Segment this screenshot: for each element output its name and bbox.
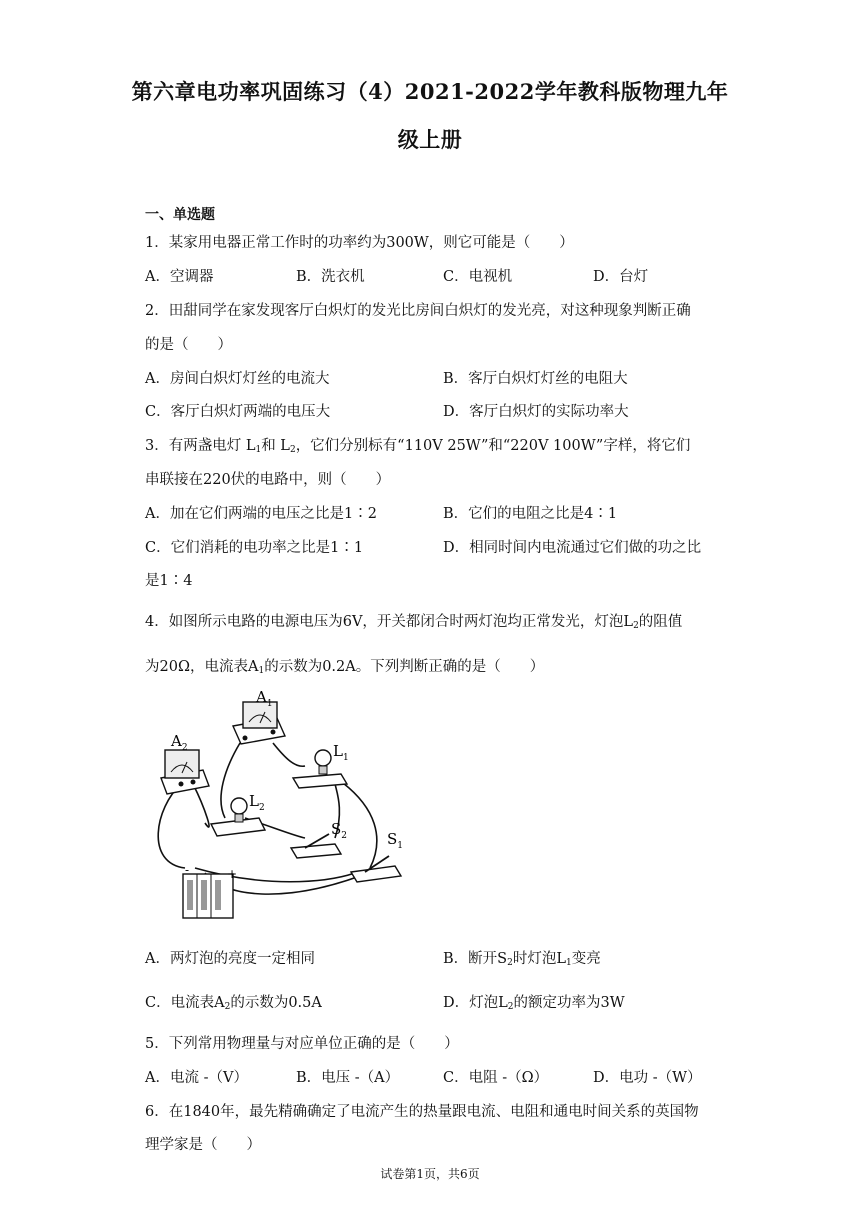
q4b-text-3: 变亮 <box>571 951 601 967</box>
q4-option-d <box>443 991 625 1012</box>
battery <box>183 874 233 918</box>
q4-symbol-l: L <box>623 614 634 630</box>
battery-plus-sign: + <box>227 867 238 881</box>
q2-option-a: A．房间白炽灯灯丝的电流大 <box>145 371 330 387</box>
q4-text-b: 的阻值 <box>638 614 683 630</box>
q2-option-c: C．客厅白炽灯两端的电压大 <box>145 404 331 420</box>
battery-minus-sign: - <box>185 863 190 877</box>
q2-stem-line-1: 2．田甜同学在家发现客厅白炽灯的发光比房间白炽灯的发光亮，对这种现象判断正确 <box>145 303 691 319</box>
q2-option-b: B．客厅白炽灯灯丝的电阻大 <box>443 371 628 387</box>
document-title-line-2: 级上册 <box>397 127 463 152</box>
q4c-text-2: 的示数为0.5A <box>230 995 322 1011</box>
ammeter-a2 <box>161 750 209 794</box>
q3-option-d-cont: 是1∶4 <box>145 573 193 589</box>
label-a1: $A_1$ <box>256 688 273 709</box>
q4d-symbol-l: L <box>498 995 508 1011</box>
q3-stem-line-1 <box>145 434 690 455</box>
switch-s1 <box>351 856 401 882</box>
q4-option-a: A．两灯泡的亮度一定相同 <box>145 951 315 967</box>
q4c-text-1: C．电流表 <box>145 995 215 1011</box>
label-a2: $A_2$ <box>171 732 188 753</box>
q3-sub-2: 2 <box>289 445 296 455</box>
q4b-symbol-s: S <box>497 951 508 967</box>
q3-sub-1: 1 <box>255 445 262 455</box>
q4-stem-line-1 <box>145 610 682 631</box>
q4-sub-l: 2 <box>633 621 639 631</box>
q3-option-c: C．它们消耗的电功率之比是1∶1 <box>145 540 364 556</box>
q1-option-a: A．空调器 <box>145 269 214 285</box>
q5-option-a: A．电流 -（V） <box>145 1070 248 1086</box>
q5-option-c: C．电阻 -（Ω） <box>443 1070 549 1086</box>
q3-option-d: D．相同时间内电流通过它们做的功之比 <box>443 540 702 556</box>
q4b-text-2: 时灯泡 <box>512 951 557 967</box>
q3-text-c: ，它们分别标有“110V 25W”和“220V 100W”字样，将它们 <box>295 438 691 454</box>
q4d-text-1: D．灯泡 <box>443 995 499 1011</box>
q3-text-a: 3．有两盏电灯 L <box>145 438 256 454</box>
q1-option-d: D．台灯 <box>593 269 649 285</box>
page-footer: 试卷第1页，共6页 <box>380 1167 480 1181</box>
q2-stem-line-2: 的是（ ） <box>145 337 232 353</box>
q4-text-a: 4．如图所示电路的电源电压为6V，开关都闭合时两灯泡均正常发光，灯泡 <box>145 614 624 630</box>
q3-option-b: B．它们的电阻之比是4∶1 <box>443 506 618 522</box>
q4c-sub-a: 2 <box>224 1002 231 1012</box>
label-s2: $S_2$ <box>331 820 348 841</box>
q6-stem-line-2: 理学家是（ ） <box>145 1137 261 1153</box>
document-title-line-1: 第六章电功率巩固练习（4）2021-2022学年教科版物理九年 <box>131 79 729 104</box>
q4d-text-2: 的额定功率为3W <box>513 995 625 1011</box>
q1-option-b: B．洗衣机 <box>296 269 365 285</box>
q5-option-b: B．电压 -（A） <box>296 1070 400 1086</box>
ammeter-a1 <box>233 702 285 744</box>
q4-sub-a: 1 <box>258 666 265 676</box>
q3-stem-line-2: 串联接在220伏的电路中，则（ ） <box>145 472 391 488</box>
q4-option-b <box>443 947 601 968</box>
q4d-sub-l: 2 <box>507 1002 514 1012</box>
q4b-text-1: B．断开 <box>443 951 498 967</box>
q4-text-d: 的示数为0.2A。下列判断正确的是（ ） <box>264 659 545 675</box>
label-s1: $S_1$ <box>387 830 404 851</box>
q4b-sub-s: 2 <box>507 958 513 968</box>
q4-stem-line-2 <box>145 655 544 676</box>
q3-text-b: 和 L <box>261 438 290 454</box>
q4b-sub-l: 1 <box>565 958 572 968</box>
q4-text-c: 为20Ω，电流表 <box>145 659 248 675</box>
label-l2: $L_2$ <box>249 792 265 813</box>
q4b-symbol-l: L <box>556 951 566 967</box>
q5-stem: 5．下列常用物理量与对应单位正确的是（ ） <box>145 1036 459 1052</box>
label-l1: $L_1$ <box>333 742 349 763</box>
q3-option-a: A．加在它们两端的电压之比是1∶2 <box>145 506 377 522</box>
q4-option-c <box>145 991 322 1012</box>
section-heading: 一、单选题 <box>145 207 215 223</box>
q4c-symbol-a: A <box>214 995 225 1011</box>
q6-stem-line-1: 6．在1840年，最先精确确定了电流产生的热量跟电流、电阻和通电时间关系的英国物 <box>145 1104 699 1120</box>
q4-symbol-a: A <box>247 659 259 675</box>
q1-option-c: C．电视机 <box>443 269 513 285</box>
q5-option-d: D．电功 -（W） <box>593 1070 702 1086</box>
circuit-diagram <box>145 688 415 928</box>
q2-option-d: D．客厅白炽灯的实际功率大 <box>443 404 629 420</box>
q1-stem: 1．某家用电器正常工作时的功率约为300W，则它可能是（ ） <box>145 235 574 251</box>
